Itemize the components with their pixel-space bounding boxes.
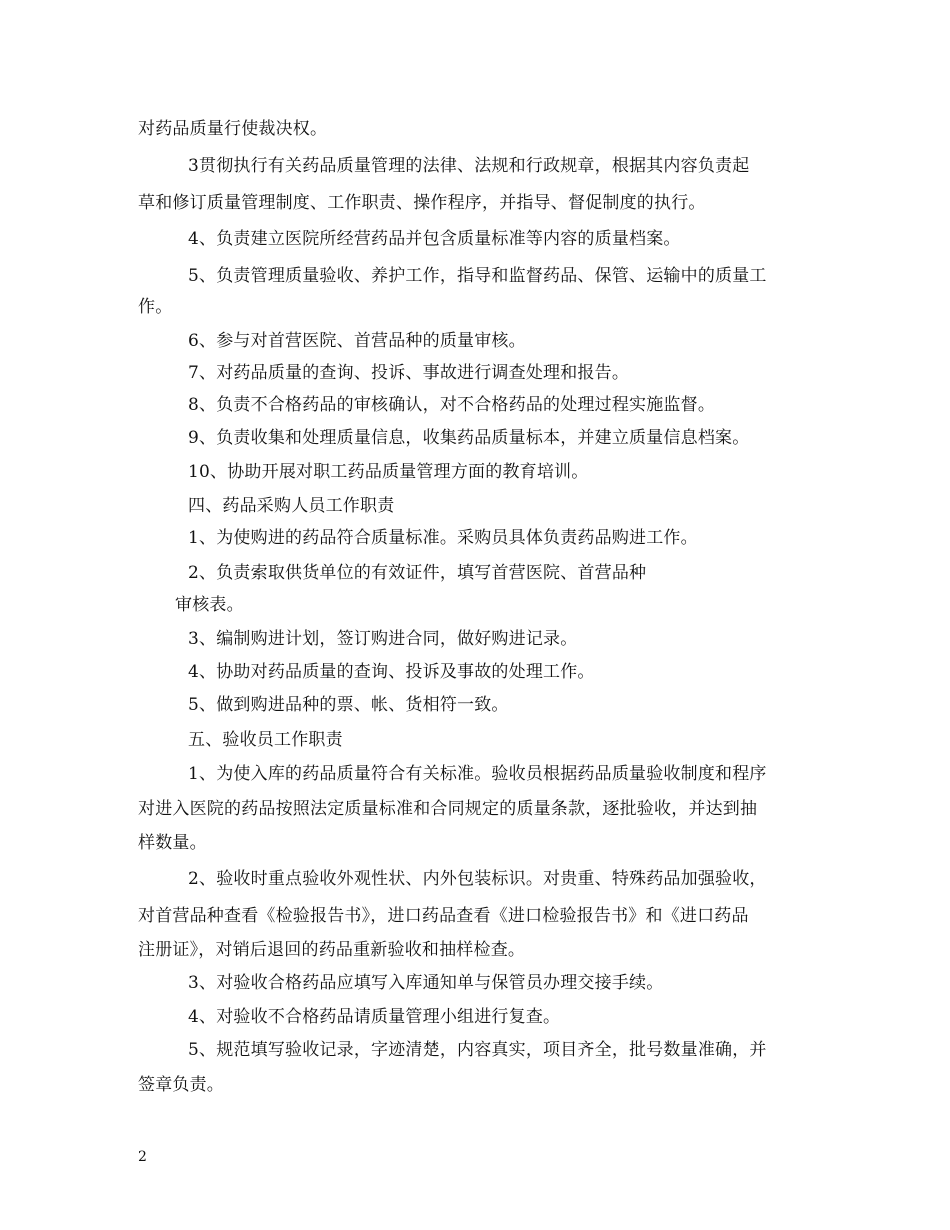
text-line-2: 3贯彻执行有关药品质量管理的法律、法规和行政规章，根据其内容负责起 (188, 156, 750, 176)
text-line-22: 样数量。 (138, 833, 207, 853)
text-line-7: 6、参与对首营医院、首营品种的质量审核。 (188, 331, 526, 351)
text-line-10: 9、负责收集和处理质量信息，收集药品质量标本，并建立质量信息档案。 (188, 428, 750, 448)
text-line-26: 3、对验收合格药品应填写入库通知单与保管员办理交接手续。 (188, 973, 664, 993)
text-line-5: 5、负责管理质量验收、养护工作，指导和监督药品、保管、运输中的质量工 (188, 266, 767, 286)
text-line-21: 对进入医院的药品按照法定质量标准和合同规定的质量条款，逐批验收，并达到抽 (138, 799, 758, 819)
text-line-11: 10、协助开展对职工药品质量管理方面的教育培训。 (188, 462, 589, 482)
text-line-25: 注册证》，对销后退回的药品重新验收和抽样检查。 (138, 940, 526, 960)
text-line-27: 4、对验收不合格药品请质量管理小组进行复查。 (188, 1007, 561, 1027)
section-heading-four: 四、药品采购人员工作职责 (188, 496, 395, 516)
text-line-3: 草和修订质量管理制度、工作职责、操作程序，并指导、督促制度的执行。 (138, 193, 706, 213)
text-line-4: 4、负责建立医院所经营药品并包含质量标准等内容的质量档案。 (188, 229, 681, 249)
text-line-6: 作。 (138, 297, 173, 317)
section-heading-five: 五、验收员工作职责 (188, 730, 343, 750)
text-line-13: 1、为使购进的药品符合质量标准。采购员具体负责药品购进工作。 (188, 528, 698, 548)
text-line-20: 1、为使入库的药品质量符合有关标准。验收员根据药品质量验收制度和程序 (188, 764, 767, 784)
text-line-1: 对药品质量行使裁决权。 (138, 119, 328, 139)
text-line-16: 3、编制购进计划，签订购进合同，做好购进记录。 (188, 629, 578, 649)
text-line-18: 5、做到购进品种的票、帐、货相符一致。 (188, 695, 509, 715)
text-line-23: 2、验收时重点验收外观性状、内外包装标识。对贵重、特殊药品加强验收， (188, 869, 767, 889)
text-line-17: 4、协助对药品质量的查询、投诉及事故的处理工作。 (188, 662, 595, 682)
text-line-14: 2、负责索取供货单位的有效证件，填写首营医院、首营品种 (188, 563, 647, 583)
text-line-15: 审核表。 (175, 595, 244, 615)
text-line-9: 8、负责不合格药品的审核确认，对不合格药品的处理过程实施监督。 (188, 395, 716, 415)
text-line-29: 签章负责。 (138, 1075, 224, 1095)
page-number: 2 (138, 1149, 147, 1165)
text-line-28: 5、规范填写验收记录，字迹清楚，内容真实，项目齐全，批号数量准确，并 (188, 1040, 767, 1060)
text-line-24: 对首营品种查看《检验报告书》，进口药品查看《进口检验报告书》和《进口药品 (138, 906, 749, 926)
text-line-8: 7、对药品质量的查询、投诉、事故进行调查处理和报告。 (188, 363, 630, 383)
